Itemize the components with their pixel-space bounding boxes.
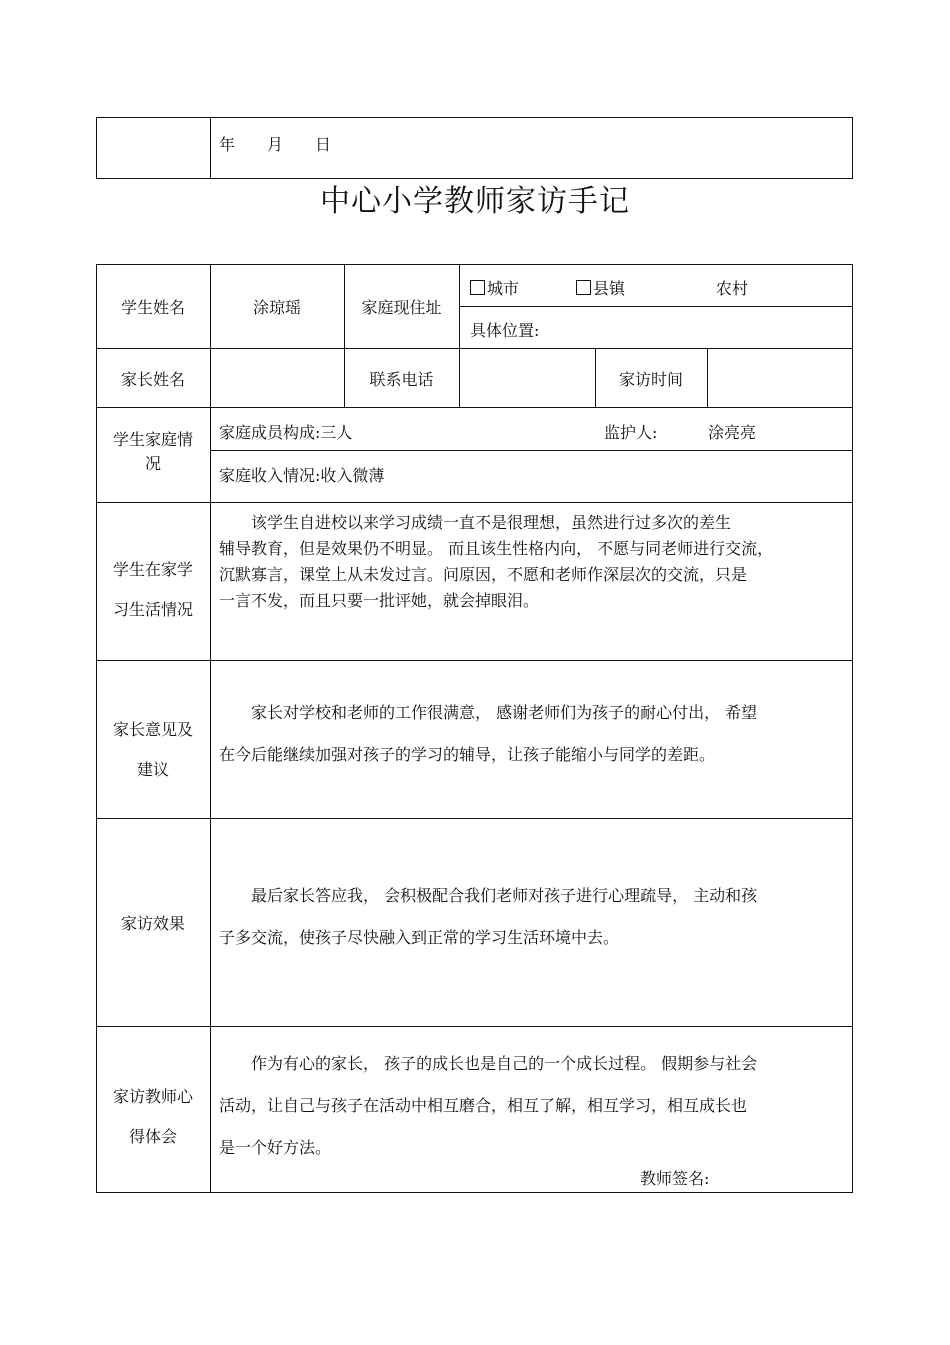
visit-time-value <box>707 348 853 408</box>
area-city-label: 城市 <box>487 279 520 298</box>
reflection-label <box>96 1077 210 1157</box>
effect-text <box>219 875 757 959</box>
opinion-line: 在今后能继续加强对孩子的学习的辅导，让孩子能缩小与同学的差距。 <box>219 745 716 764</box>
date-box-divider <box>210 117 211 179</box>
effect-line: 子多交流，使孩子尽快融入到正常的学习生活环境中去。 <box>219 928 620 947</box>
home-life-text <box>219 510 773 614</box>
family-label-line1: 学生家庭情 <box>112 430 193 449</box>
family-subdivider <box>210 450 853 451</box>
reflection-line: 是一个好方法。 <box>219 1138 332 1157</box>
reflection-label-line2: 得体会 <box>128 1127 177 1146</box>
reflection-text <box>219 1043 757 1169</box>
guardian-label: 监护人: <box>604 423 658 442</box>
opinion-label <box>96 710 210 790</box>
location-label: 具体位置: <box>470 321 540 340</box>
checkbox-icon <box>470 280 485 295</box>
area-option-village: 农村 <box>716 279 749 298</box>
phone-value <box>459 348 595 408</box>
area-option-town <box>576 279 625 299</box>
address-label: 家庭现住址 <box>361 297 442 317</box>
opinion-text <box>219 692 757 776</box>
parent-name-label: 家长姓名 <box>120 369 185 389</box>
student-name-value: 涂琼瑶 <box>252 297 301 317</box>
parent-name-value <box>210 348 344 408</box>
guardian-value: 涂亮亮 <box>708 423 757 442</box>
reflection-label-line1: 家访教师心 <box>112 1087 193 1106</box>
address-subdivider <box>459 306 853 307</box>
date-label: 年 月 日 <box>219 135 332 154</box>
reflection-line: 作为有心的家长， 孩子的成长也是自己的一个成长过程。 假期参与社会 <box>219 1054 758 1073</box>
checkbox-icon <box>576 280 591 295</box>
visit-time-label: 家访时间 <box>618 369 683 389</box>
home-life-line: 辅导教育，但是效果仍不明显。 而且该生性格内向， 不愿与同老师进行交流， <box>219 539 774 558</box>
reflection-line: 活动，让自己与孩子在活动中相互磨合，相互了解，相互学习，相互成长也 <box>219 1096 748 1115</box>
opinion-label-line2: 建议 <box>136 760 169 779</box>
opinion-label-line1: 家长意见及 <box>112 720 193 739</box>
family-label <box>96 428 210 476</box>
effect-label: 家访效果 <box>120 913 185 933</box>
home-life-line: 该学生自进校以来学习成绩一直不是很理想，虽然进行过多次的差生 <box>219 513 732 532</box>
home-life-label-line2: 习生活情况 <box>112 600 193 619</box>
home-life-line: 一言不发，而且只要一批评她，就会掉眼泪。 <box>219 591 540 610</box>
area-town-label: 县镇 <box>593 279 626 298</box>
home-life-label-line1: 学生在家学 <box>112 560 193 579</box>
effect-line: 最后家长答应我， 会积极配合我们老师对孩子进行心理疏导， 主动和孩 <box>219 886 758 905</box>
family-label-line2: 况 <box>144 454 161 473</box>
family-income: 家庭收入情况:收入微薄 <box>219 466 385 485</box>
teacher-signature-label: 教师签名: <box>640 1169 710 1188</box>
phone-label: 联系电话 <box>369 369 434 389</box>
area-option-city <box>470 279 519 299</box>
page-title: 中心小学教师家访手记 <box>320 184 630 219</box>
opinion-line: 家长对学校和老师的工作很满意， 感谢老师们为孩子的耐心付出， 希望 <box>219 703 758 722</box>
family-members: 家庭成员构成:三人 <box>219 423 353 442</box>
home-life-label <box>96 550 210 630</box>
student-name-label: 学生姓名 <box>120 297 185 317</box>
home-life-line: 沉默寡言，课堂上从未发过言。问原因，不愿和老师作深层次的交流，只是 <box>219 565 748 584</box>
